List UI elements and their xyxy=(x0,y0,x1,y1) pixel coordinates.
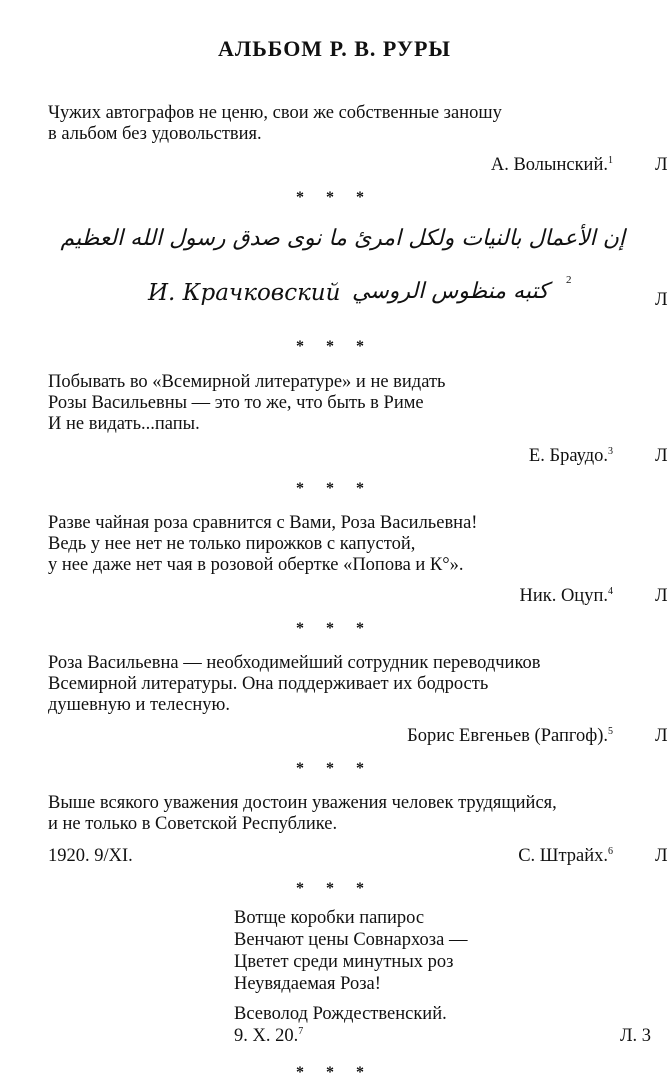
page-title: АЛЬБОМ Р. В. РУРЫ xyxy=(217,36,452,61)
separator-stars: * * * xyxy=(296,480,373,497)
separator-stars: * * * xyxy=(296,338,373,355)
footnote-ref: 4 xyxy=(608,585,613,597)
entry-4-line-1: Разве чайная роза сравнится с Вами, Роза Васильевна! xyxy=(48,513,478,533)
entry-6-line-2: и не только в Советской Республике. xyxy=(48,814,338,834)
leaf-marker: Л xyxy=(655,726,668,746)
entry-3-signature xyxy=(529,446,613,467)
leaf-marker: Л xyxy=(655,155,668,175)
poem-line-2: Венчают цены Совнархоза — xyxy=(234,930,468,950)
entry-6-date: 1920. 9/XI. xyxy=(48,846,133,866)
entry-7-date xyxy=(234,1026,303,1047)
footnote-ref: 7 xyxy=(298,1025,304,1037)
entry-1-line-2: в альбом без удовольствия. xyxy=(48,124,262,144)
entry-3-line-3: И не видать...папы. xyxy=(48,414,200,434)
entry-4-line-3: у нее даже нет чая в розовой обертке «Попова и К°». xyxy=(48,555,464,575)
entry-7-poem xyxy=(234,907,467,995)
arabic-handwritten-line: إن الأعمال بالنيات ولكل امرئ ما نوى صدق رسول الله العظيم xyxy=(60,226,625,251)
entry-6-text xyxy=(48,793,557,835)
entry-4-line-2: Ведь у нее нет не только пирожков с капустой, xyxy=(48,534,416,554)
separator-stars: * * * xyxy=(296,189,373,206)
separator-stars: * * * xyxy=(296,620,373,637)
entry-1-text xyxy=(48,103,502,145)
footnote-ref: 6 xyxy=(608,845,613,857)
entry-7-signature: Всеволод Рождественский. xyxy=(234,1004,447,1024)
signature-text: Борис Евгеньев (Рапгоф). xyxy=(407,726,608,746)
footnote-ref: 5 xyxy=(608,725,613,737)
entry-1-line-1: Чужих автографов не ценю, свои же собственные заношу xyxy=(48,103,502,123)
poem-line-4: Неувядаемая Роза! xyxy=(234,974,381,994)
entry-5-line-2: Всемирной литературы. Она поддерживает их бодрость xyxy=(48,674,489,694)
entry-5-signature xyxy=(407,726,613,747)
signature-text: Е. Браудо. xyxy=(528,446,608,466)
russian-handwritten-signature: И. Крачковский xyxy=(148,280,341,306)
signature-text: А. Волынский. xyxy=(490,155,608,175)
date-text: 9. X. 20. xyxy=(234,1026,299,1046)
leaf-marker: Л xyxy=(655,846,668,866)
entry-5-line-3: душевную и телесную. xyxy=(48,695,230,715)
separator-stars: * * * xyxy=(296,1064,373,1081)
separator-stars: * * * xyxy=(296,760,373,777)
footnote-ref: 1 xyxy=(608,154,613,166)
entry-5-line-1: Роза Васильевна — необходимейший сотрудник переводчиков xyxy=(48,653,541,673)
footnote-ref: 3 xyxy=(608,445,613,457)
entry-1-signature xyxy=(491,155,613,176)
entry-4-text xyxy=(48,513,477,576)
leaf-marker: Л xyxy=(655,586,668,606)
entry-5-text xyxy=(48,653,541,716)
entry-6-signature xyxy=(518,846,613,867)
signature-text: С. Штрайх. xyxy=(518,846,608,866)
signature-text: Ник. Оцуп. xyxy=(519,586,608,606)
entry-3-line-1: Побывать во «Всемирной литературе» и не видать xyxy=(48,372,446,392)
poem-line-3: Цветет среди минутных роз xyxy=(234,952,454,972)
entry-3-line-2: Розы Васильевны — это то же, что быть в Риме xyxy=(48,393,424,413)
entry-6-line-1: Выше всякого уважения достоин уважения человек трудящийся, xyxy=(48,793,557,813)
entry-4-signature xyxy=(519,586,613,607)
leaf-marker: Л xyxy=(655,290,668,310)
leaf-marker: Л. 3 xyxy=(620,1026,652,1046)
entry-3-text xyxy=(48,372,445,435)
arabic-handwritten-signature: كتبه منظوس الروسي xyxy=(352,279,549,304)
leaf-marker: Л xyxy=(655,446,668,466)
separator-stars: * * * xyxy=(296,880,373,897)
poem-line-1: Вотще коробки папирос xyxy=(234,908,425,928)
